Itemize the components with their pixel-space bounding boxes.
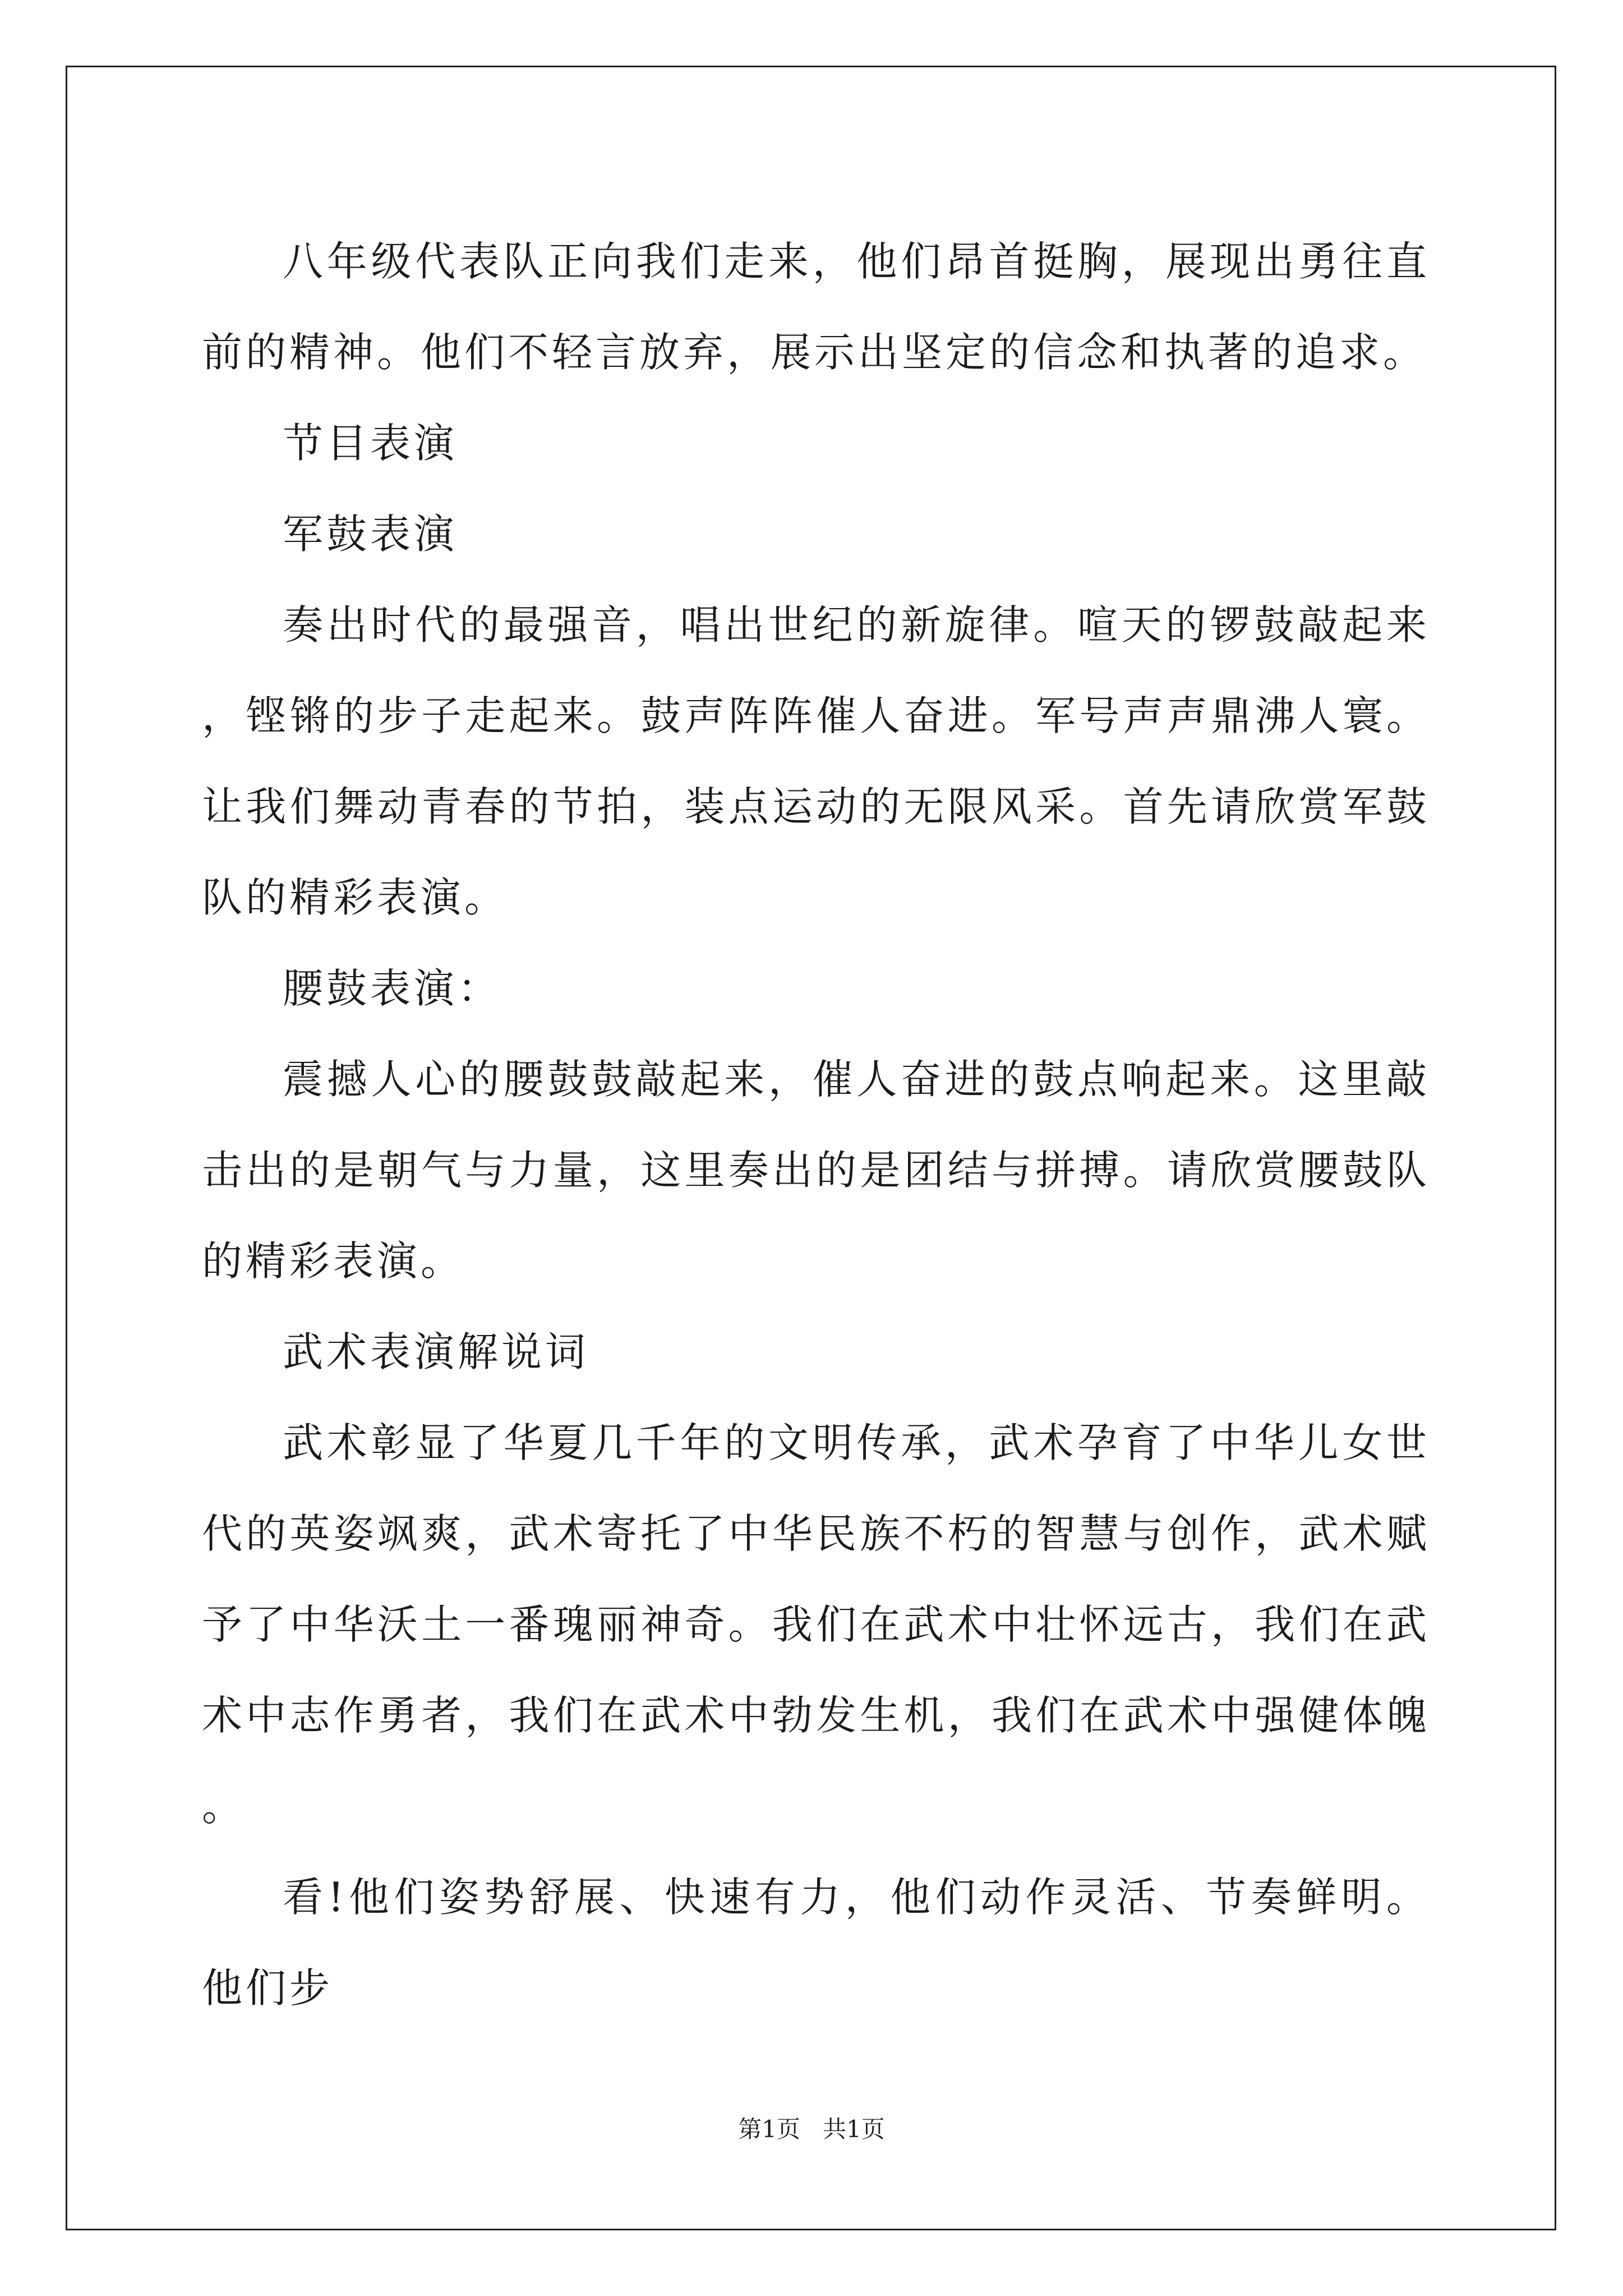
document-body [202,216,1430,2033]
page-footer [0,2113,1623,2146]
paragraph-martial-arts-look: 看!他们姿势舒展、快速有力，他们动作灵活、节奏鲜明。他们步 [202,1874,1430,2012]
heading-waist-drum: 腰鼓表演： [283,965,502,1012]
heading-military-drum: 军鼓表演 [283,510,458,558]
paragraph-team-intro: 八年级代表队正向我们走来，他们昂首挺胸，展现出勇往直前的精神。他们不轻言放弃，展示出坚定的信念和执著的追求。 [202,238,1430,376]
page-total: 共1页 [823,2115,885,2143]
paragraph-martial-arts: 武术彰显了华夏几千年的文明传承，武术孕育了中华儿女世代的英姿飒爽，武术寄托了中华民族不朽的智慧与创作，武术赋予了中华沃土一番瑰丽神奇。我们在武术中壮怀远古，我们在武术中志作勇者，我们在武术中勃发生机，我们在武术中强健体魄。 [202,1419,1430,1830]
heading-martial-arts: 武术表演解说词 [283,1328,589,1375]
page-number: 第1页 [738,2115,800,2143]
paragraph-military-drum: 奏出时代的最强音，唱出世纪的新旋律。喧天的锣鼓敲起来，铿锵的步子走起来。鼓声阵阵催人奋进。军号声声鼎沸人寰。让我们舞动青春的节拍，装点运动的无限风采。首先请欣赏军鼓队的精彩表演。 [202,601,1430,921]
heading-program: 节目表演 [283,420,458,467]
paragraph-waist-drum: 震撼人心的腰鼓鼓敲起来，催人奋进的鼓点响起来。这里敲击出的是朝气与力量，这里奏出的是团结与拼搏。请欣赏腰鼓队的精彩表演。 [202,1056,1430,1285]
